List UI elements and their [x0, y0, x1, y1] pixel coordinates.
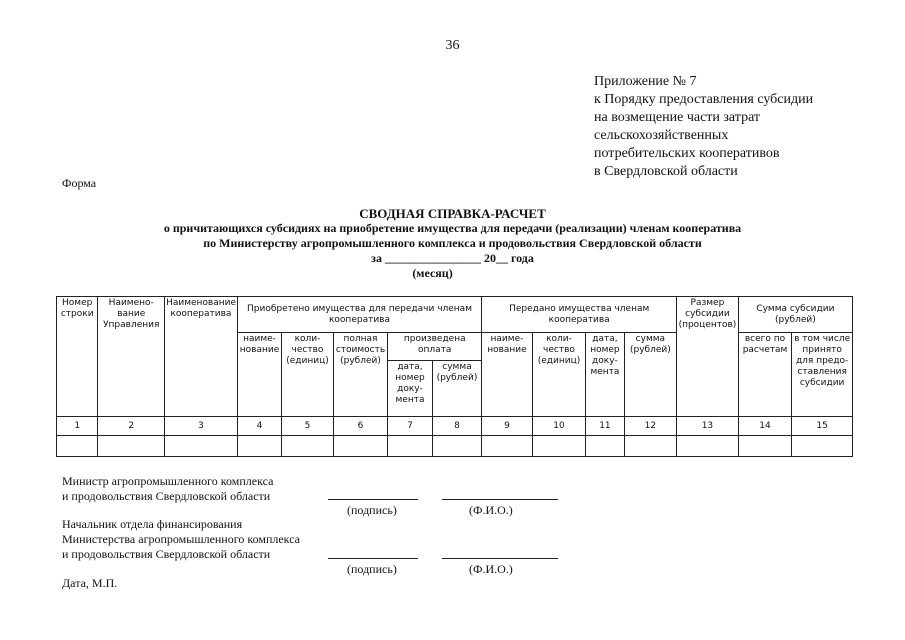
column-number: 7	[388, 417, 432, 436]
appendix-line: на возмещение части затрат	[594, 110, 761, 125]
table-cell[interactable]	[482, 436, 533, 457]
title-month-caption: (месяц)	[412, 266, 453, 280]
table-cell[interactable]	[586, 436, 624, 457]
column-number: 1	[57, 417, 98, 436]
table-cell[interactable]	[624, 436, 677, 457]
calculation-table	[56, 296, 853, 457]
head-name-line[interactable]	[442, 558, 558, 559]
column-number: 14	[738, 417, 792, 436]
table-cell[interactable]	[237, 436, 281, 457]
appendix-line: Приложение № 7	[594, 74, 697, 89]
column-number: 9	[482, 417, 533, 436]
column-number: 13	[677, 417, 739, 436]
col-header-acq-paid-sum: сумма (рублей)	[432, 361, 481, 417]
table-cell[interactable]	[792, 436, 853, 457]
name-caption: (Ф.И.О.)	[469, 562, 513, 576]
appendix-line: сельскохозяйственных	[594, 128, 729, 143]
col-header-sum-total: всего по расчетам	[738, 333, 792, 417]
document-title	[0, 206, 905, 281]
minister-name-line[interactable]	[442, 499, 558, 500]
table-cell[interactable]	[532, 436, 586, 457]
col-header-sum-accepted: в том числе принято для предо-ставления субсидии	[792, 333, 853, 417]
table-cell[interactable]	[388, 436, 432, 457]
column-number: 15	[792, 417, 853, 436]
form-label: Форма	[62, 176, 97, 190]
signature-caption: (подпись)	[347, 562, 397, 576]
appendix-header	[594, 73, 813, 181]
table-cell[interactable]	[738, 436, 792, 457]
title-period: за ________________ 20__ года	[371, 251, 534, 265]
column-number: 6	[333, 417, 388, 436]
table-cell[interactable]	[57, 436, 98, 457]
name-caption: (Ф.И.О.)	[469, 503, 513, 517]
title-subject: о причитающихся субсидиях на приобретение имущества для передачи (реализации) членам кооператива	[163, 221, 742, 235]
col-header-subsidy-sum: Сумма субсидии (рублей)	[738, 297, 852, 333]
col-header-tr-name: наиме-нование	[482, 333, 533, 417]
table-cell[interactable]	[432, 436, 481, 457]
col-header-acq-paid: произведена оплата	[388, 333, 482, 361]
page-number: 36	[445, 38, 460, 53]
column-number: 3	[165, 417, 238, 436]
col-header-tr-date: дата, номер доку-мента	[586, 333, 624, 417]
table-cell[interactable]	[98, 436, 165, 457]
col-header-transferred: Передано имущества членам кооператива	[482, 297, 677, 333]
appendix-line: в Свердловской области	[594, 164, 738, 179]
table-cell[interactable]	[333, 436, 388, 457]
column-number: 5	[282, 417, 334, 436]
column-number: 4	[237, 417, 281, 436]
column-number-row	[57, 417, 853, 436]
title-main: СВОДНАЯ СПРАВКА-РАСЧЕТ	[359, 206, 546, 221]
col-header-subsidy-size: Размер субсидии (процентов)	[677, 297, 739, 417]
col-header-tr-qty: коли-чество (единиц)	[532, 333, 586, 417]
table-cell[interactable]	[282, 436, 334, 457]
head-title-line: Начальник отдела финансирования	[62, 517, 243, 531]
column-number: 12	[624, 417, 677, 436]
col-header-acq-name: наиме-нование	[237, 333, 281, 417]
date-stamp-label: Дата, М.П.	[62, 576, 118, 590]
minister-signature-block	[62, 474, 273, 504]
title-ministry: по Министерству агропромышленного комплекса и продовольствия Свердловской области	[203, 236, 702, 250]
appendix-line: потребительских кооперативов	[594, 146, 780, 161]
minister-signature-line[interactable]	[328, 499, 418, 500]
column-number: 11	[586, 417, 624, 436]
col-header-row-number: Номер строки	[57, 297, 98, 417]
column-number: 10	[532, 417, 586, 436]
col-header-acq-paid-date: дата, номер доку-мента	[388, 361, 432, 417]
column-number: 8	[432, 417, 481, 436]
appendix-line: к Порядку предоставления субсидии	[594, 92, 814, 107]
head-title-line: Министерства агропромышленного комплекса	[62, 532, 301, 546]
head-title-line: и продовольствия Свердловской области	[62, 547, 271, 561]
minister-title-line: Министр агропромышленного комплекса	[62, 474, 274, 488]
signature-caption: (подпись)	[347, 503, 397, 517]
table-cell[interactable]	[677, 436, 739, 457]
head-signature-line[interactable]	[328, 558, 418, 559]
col-header-tr-sum: сумма (рублей)	[624, 333, 677, 417]
minister-title-line: и продовольствия Свердловской области	[62, 489, 271, 503]
column-number: 2	[98, 417, 165, 436]
col-header-acquired: Приобретено имущества для передачи членам кооператива	[237, 297, 481, 333]
col-header-acq-full-cost: полная стоимость (рублей)	[333, 333, 388, 417]
table-cell[interactable]	[165, 436, 238, 457]
head-signature-block	[62, 517, 300, 562]
table-row	[57, 436, 853, 457]
col-header-acq-qty: коли-чество (единиц)	[282, 333, 334, 417]
col-header-cooperative: Наименование кооператива	[165, 297, 238, 417]
col-header-management: Наимено-вание Управления	[98, 297, 165, 417]
